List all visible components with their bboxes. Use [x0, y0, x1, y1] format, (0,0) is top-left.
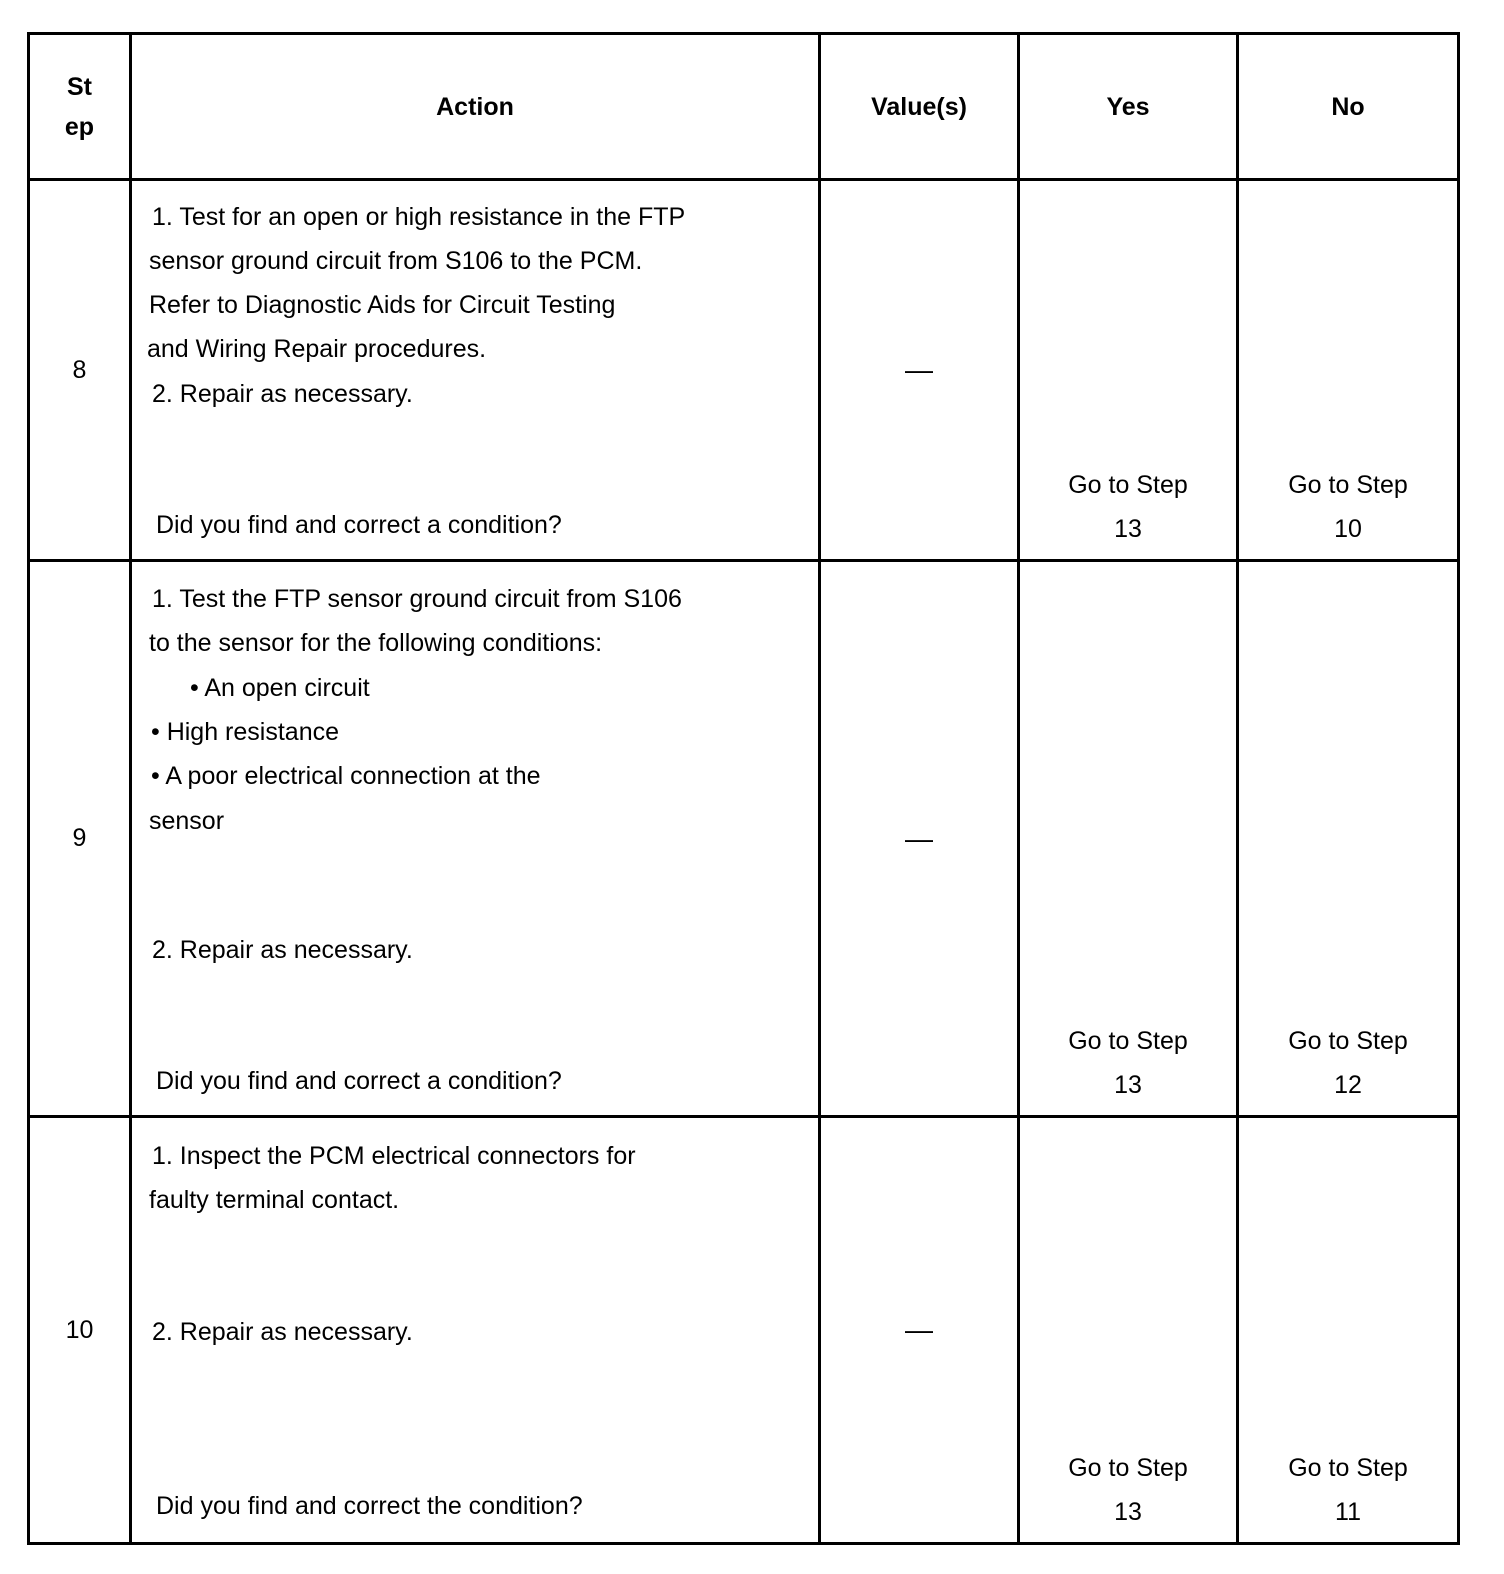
question-text: Did you find and correct a condition?	[156, 511, 562, 539]
value-cell: —	[820, 561, 1019, 1117]
step-number: 9	[29, 561, 131, 1117]
yes-cell: Go to Step 13	[1019, 561, 1238, 1117]
no-cell: Go to Step 12	[1238, 561, 1459, 1117]
action-line: to the sensor for the following conditions:	[149, 629, 603, 657]
action-line: 2. Repair as necessary.	[152, 1318, 413, 1346]
bullet-item: • High resistance	[151, 718, 340, 746]
action-line: 1. Test for an open or high resistance in the FTP	[152, 203, 686, 231]
header-step: St ep	[29, 34, 131, 180]
yes-cell: Go to Step 13	[1019, 1117, 1238, 1544]
header-values: Value(s)	[820, 34, 1019, 180]
action-line: 2. Repair as necessary.	[152, 936, 413, 964]
bullet-item: • A poor electrical connection at the	[151, 762, 541, 790]
header-no: No	[1238, 34, 1459, 180]
action-line: 1. Inspect the PCM electrical connectors for	[152, 1142, 636, 1170]
step-number: 8	[29, 180, 131, 561]
question-text: Did you find and correct the condition?	[156, 1492, 583, 1520]
action-line: sensor ground circuit from S106 to the PCM.	[149, 247, 643, 275]
value-cell: —	[820, 180, 1019, 561]
action-cell	[131, 1117, 820, 1544]
header-row	[29, 34, 1459, 180]
diagnostic-table	[27, 32, 1460, 1545]
action-cell	[131, 561, 820, 1117]
table-row	[29, 1117, 1459, 1544]
yes-cell: Go to Step 13	[1019, 180, 1238, 561]
no-cell: Go to Step 10	[1238, 180, 1459, 561]
step-number: 10	[29, 1117, 131, 1544]
action-line: sensor	[149, 807, 225, 835]
no-cell: Go to Step 11	[1238, 1117, 1459, 1544]
action-line: Refer to Diagnostic Aids for Circuit Testing	[149, 291, 616, 319]
header-action: Action	[131, 34, 820, 180]
action-line: and Wiring Repair procedures.	[147, 335, 487, 363]
action-line: 2. Repair as necessary.	[152, 380, 413, 408]
table-row	[29, 561, 1459, 1117]
header-yes: Yes	[1019, 34, 1238, 180]
action-cell	[131, 180, 820, 561]
question-text: Did you find and correct a condition?	[156, 1067, 562, 1095]
value-cell: —	[820, 1117, 1019, 1544]
bullet-item: • An open circuit	[190, 674, 370, 702]
table-row	[29, 180, 1459, 561]
action-line: 1. Test the FTP sensor ground circuit from S106	[152, 585, 682, 613]
action-line: faulty terminal contact.	[149, 1186, 400, 1214]
